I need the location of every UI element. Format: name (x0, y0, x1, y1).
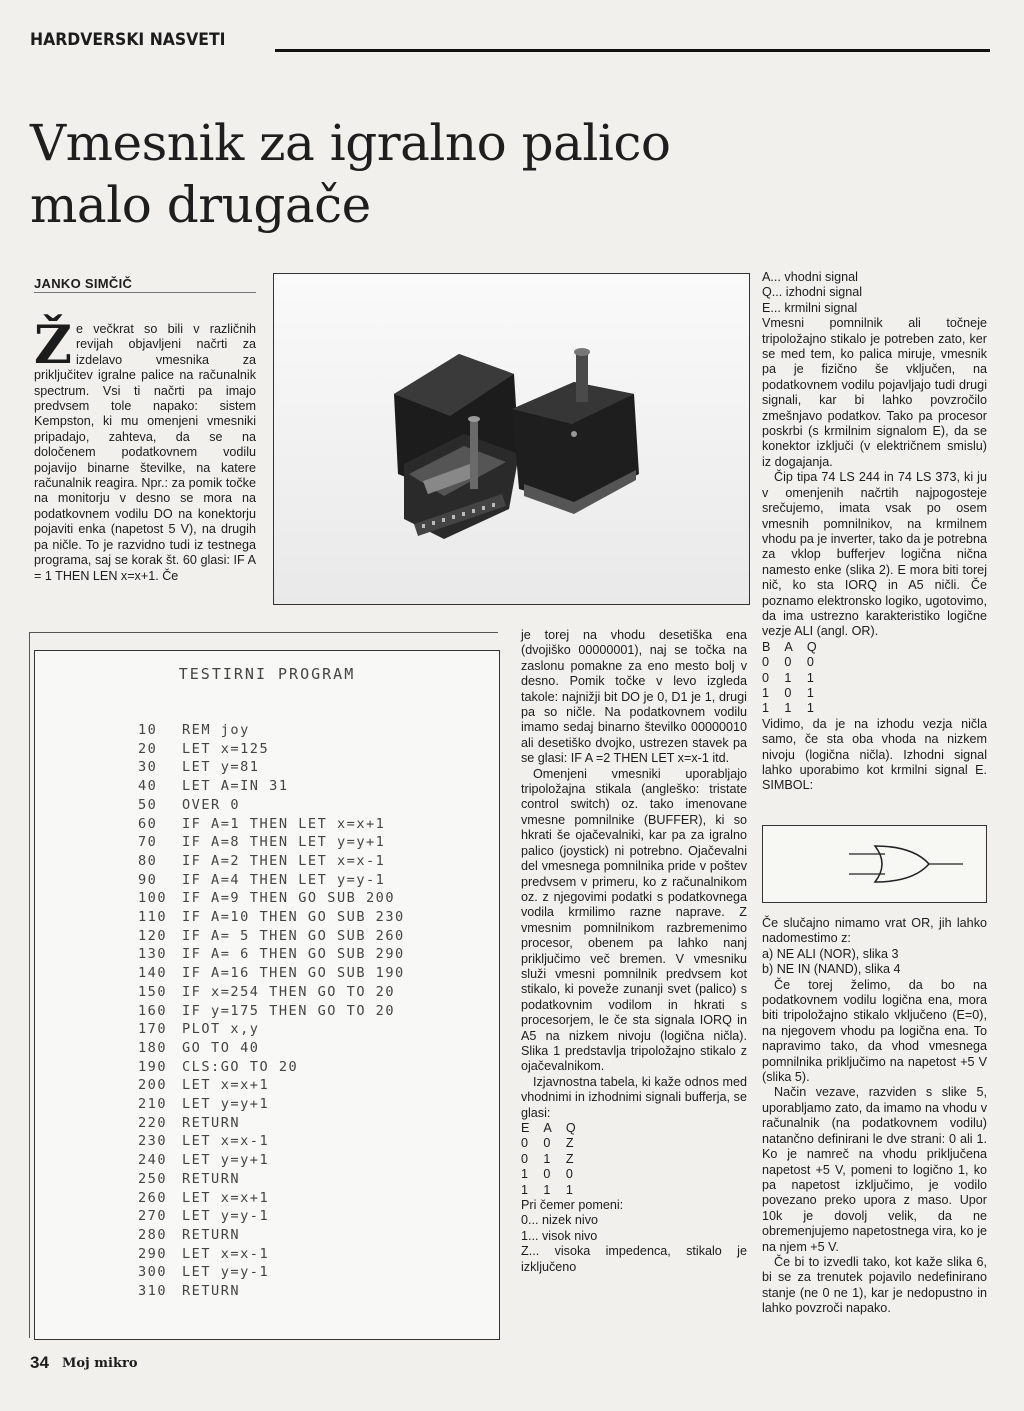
title-line-2: malo drugače (30, 176, 371, 234)
program-line (138, 889, 405, 908)
line-number: 180 (138, 1039, 168, 1056)
line-code: LET y=y-1 (182, 1264, 270, 1281)
line-code: LET y=81 (182, 759, 260, 776)
legend-intro: Pri čemer pomeni: (521, 1198, 624, 1213)
line-code: OVER 0 (182, 796, 241, 813)
paragraph: Vmesni pomnilnik ali točneje tripoložajno stikalo je potreben zato, ker se med tem, ko palica miruje, vmesnik pa je fizično še vključen, na podatkovnem vodilu pojavljajo tudi drugi signali, kar bi lahko povzročilo zmešnjavo podatkov. Tako pa procesor poskrbi (s krmilnim signalom E), da se konektor izključi (v električnem smislu) iz dogajanja. (762, 316, 987, 469)
table-cell: 0 (521, 1151, 529, 1166)
author-byline: JANKO SIMČIČ (34, 276, 133, 291)
table-cell: 1 (521, 1167, 529, 1182)
middle-column (521, 628, 747, 1275)
line-number: 100 (138, 890, 168, 907)
line-code: IF x=254 THEN GO TO 20 (182, 983, 396, 1000)
program-line (138, 1095, 405, 1114)
intro-column (34, 315, 256, 584)
program-line (138, 758, 405, 777)
line-number: 160 (138, 1002, 168, 1019)
table-row (762, 655, 831, 670)
line-code: RETURN (182, 1114, 241, 1131)
line-code: IF A=1 THEN LET x=x+1 (182, 815, 386, 832)
table-cell: Z (565, 1151, 574, 1166)
table-cell: 1 (543, 1151, 551, 1166)
line-number: 110 (138, 909, 168, 926)
program-line (138, 1282, 405, 1301)
line-number: 170 (138, 1021, 168, 1038)
program-line (138, 721, 405, 740)
author-rule (34, 292, 256, 293)
list-item: b) NE IN (NAND), slika 4 (762, 962, 901, 977)
or-gate-symbol (763, 826, 986, 902)
line-number: 250 (138, 1170, 168, 1187)
program-line (138, 1207, 405, 1226)
paragraph: Če slučajno nimamo vrat OR, jih lahko nadomestimo z: (762, 916, 987, 946)
program-line (138, 1132, 405, 1151)
table-row (762, 686, 831, 701)
table-cell: 1 (806, 685, 814, 700)
page-number: 34 (30, 1353, 49, 1372)
line-code: IF A=16 THEN GO SUB 190 (182, 965, 405, 982)
table-cell: 1 (784, 670, 792, 685)
table-header: Q (565, 1121, 576, 1135)
line-code: IF A= 6 THEN GO SUB 290 (182, 946, 405, 963)
table-header: E (521, 1121, 530, 1135)
program-title: TESTIRNI PROGRAM (178, 665, 356, 683)
table-cell: 0 (784, 685, 792, 700)
line-number: 120 (138, 927, 168, 944)
paragraph: Če bi to izvedli tako, kot kaže slika 6, bi se za trenutek pojavilo nedefinirano stanje (ne 0 ne 1), kar je nedopustno in lahko povzroči napako. (762, 1254, 987, 1316)
line-code: LET y=y+1 (182, 1096, 270, 1113)
right-column-bottom (762, 916, 987, 1317)
paragraph: Če torej želimo, da bo na podatkovnem vodilu logična ena, mora biti tripoložajno stikalo vključeno (E=0), na njegovem vhodu pa logična ena. To napravimo tako, da vhod vmesnega pomnilnika priključimo na napetost +5 V (slika 5). (762, 977, 987, 1085)
table-cell: 0 (806, 655, 814, 670)
header-rule (275, 49, 990, 52)
table-header: Q (806, 639, 817, 654)
program-line (138, 945, 405, 964)
list-item: a) NE ALI (NOR), slika 3 (762, 946, 899, 961)
paragraph: Čip tipa 74 LS 244 in 74 LS 373, ki ju v omenjenih načrtih najpogosteje srečujemo, imata vsak po osem vmesnih pomnilnikov, na krmilnem vhodu pa je inverter, tako da je potrebna za vklop bufferjev logična nična namesto enke (slika 2). E mora biti torej nič, ko sta IORQ in A5 ničli. Če poznamo elektronsko logiko, ugotovimo, da ima ustrezno karakteristiko logične vezje ALI (angl. OR). (762, 470, 987, 639)
line-number: 30 (138, 759, 158, 776)
line-number: 210 (138, 1096, 168, 1113)
table-cell: Z (565, 1136, 574, 1151)
program-line (138, 1076, 405, 1095)
table-cell: 1 (521, 1182, 529, 1197)
program-line (138, 1170, 405, 1189)
line-code: IF A=9 THEN GO SUB 200 (182, 890, 396, 907)
line-number: 280 (138, 1226, 168, 1243)
program-line (138, 871, 405, 890)
program-line (138, 1226, 405, 1245)
table-cell: 0 (521, 1136, 529, 1151)
line-number: 60 (138, 815, 158, 832)
table-row (521, 1183, 590, 1198)
legend-item: 1... visok nivo (521, 1228, 598, 1243)
line-code: GO TO 40 (182, 1039, 260, 1056)
line-code: IF y=175 THEN GO TO 20 (182, 1002, 396, 1019)
joystick-interface-photo (273, 273, 750, 605)
legend-a: A... vhodni signal (762, 270, 858, 284)
table-header: A (543, 1121, 552, 1135)
table-cell: 0 (762, 670, 770, 685)
line-number: 20 (138, 740, 158, 757)
line-code: LET x=125 (182, 740, 270, 757)
table-row (521, 1136, 590, 1151)
box-rule (29, 632, 30, 1338)
program-line (138, 833, 405, 852)
line-number: 90 (138, 871, 158, 888)
table-cell: 1 (806, 670, 814, 685)
program-line (138, 1020, 405, 1039)
table-cell: 0 (565, 1167, 573, 1182)
table-header: B (762, 639, 771, 654)
line-number: 300 (138, 1264, 168, 1281)
table-row (521, 1152, 590, 1167)
legend-item: Z... visoka impedenca, stikalo je izključeno (521, 1244, 747, 1274)
line-number: 190 (138, 1058, 168, 1075)
line-number: 270 (138, 1208, 168, 1225)
line-code: LET x=x+1 (182, 1077, 270, 1094)
program-line (138, 740, 405, 759)
line-number: 150 (138, 983, 168, 1000)
line-number: 10 (138, 722, 158, 738)
table-row (521, 1167, 590, 1182)
table-cell: 0 (543, 1167, 551, 1182)
program-line (138, 777, 405, 796)
table-header: A (784, 639, 793, 654)
line-code: LET y=y-1 (182, 1208, 270, 1225)
intro-text: e večkrat so bili v različnih revijah objavljeni načrti za izdelavo vmesnika za priključitev igralne palice na računalnik spectrum. Vsi ti načrti pa imajo predvsem tole napako: sistem Kempston, ki mu omenjeni vmesniki pripadajo, zahteva, da se na določenem podatkovnem vodilu pojavijo binarne številke, na katere računalnik reagira. Npr.: za pomik točke na monitorju v desno se mora na podatkovnem vodilu DO na konektorju pojaviti enka (napetost 5 V), na drugih pa ničle. To je razvidno tudi iz testnega programa, saj se korak št. 60 glasi: IF A = 1 THEN LEN x=x+1. Če (34, 322, 256, 583)
program-listing-box (34, 650, 500, 1340)
program-line (138, 1002, 405, 1021)
legend-q: Q... izhodni signal (762, 285, 863, 300)
table-cell: 1 (762, 685, 770, 700)
line-code: IF A=8 THEN LET y=y+1 (182, 834, 386, 851)
program-listing (138, 721, 405, 1301)
line-number: 230 (138, 1133, 168, 1150)
program-line (138, 1189, 405, 1208)
program-line (138, 983, 405, 1002)
paragraph: Vidimo, da je na izhodu vezja ničla samo, če sta oba vhoda na nizkem nivoju (logična ničla). Izhodni signal lahko uporabimo kot krmilni signal E. SIMBOL: (762, 716, 987, 793)
line-number: 260 (138, 1189, 168, 1206)
line-code: REM joy (182, 722, 250, 738)
program-line (138, 796, 405, 815)
line-number: 290 (138, 1245, 168, 1262)
line-number: 80 (138, 852, 158, 869)
section-header: HARDVERSKI NASVETI (30, 30, 226, 50)
line-code: PLOT x,y (182, 1021, 260, 1038)
table-row (762, 701, 831, 716)
line-code: RETURN (182, 1170, 241, 1187)
magazine-name: Moj mikro (62, 1356, 138, 1371)
line-code: LET x=x-1 (182, 1245, 270, 1262)
program-line (138, 1114, 405, 1133)
title-line-1: Vmesnik za igralno palico (30, 114, 671, 172)
legend-item: 0... nizek nivo (521, 1213, 599, 1228)
line-code: RETURN (182, 1283, 241, 1300)
legend-e: E... krmilni signal (762, 300, 858, 315)
box-rule (29, 632, 498, 633)
program-line (138, 852, 405, 871)
paragraph: Način vezave, razviden s slike 5, uporabljamo zato, da imamo na vhodu v računalnik (na podatkovnem vodilu) natančno definirani le dve strani: 0 ali 1. Ko je namreč na vhodu priključena napetost +5 V, pomeni to logično 1, ko pa napetost izključimo, je vodilo povezano preko upora z maso. Upor 10k je dovolj velik, da ne obremenjujemo napetostnega vira, ko je na njem +5 V. (762, 1085, 987, 1254)
table-row (762, 671, 831, 686)
paragraph: Izjavnostna tabela, ki kaže odnos med vhodnimi in izhodnimi signali bufferja, se glasi: (521, 1074, 747, 1120)
line-number: 50 (138, 796, 158, 813)
line-code: LET y=y+1 (182, 1152, 270, 1169)
line-code: IF A=4 THEN LET y=y-1 (182, 871, 386, 888)
line-number: 130 (138, 946, 168, 963)
article-title (30, 112, 790, 236)
line-number: 200 (138, 1077, 168, 1094)
line-number: 70 (138, 834, 158, 851)
table-cell: 0 (543, 1136, 551, 1151)
program-line (138, 927, 405, 946)
line-code: LET x=x+1 (182, 1189, 270, 1206)
or-truth-table (762, 640, 831, 717)
line-number: 220 (138, 1114, 168, 1131)
buffer-truth-table (521, 1121, 590, 1198)
line-code: IF A=10 THEN GO SUB 230 (182, 909, 405, 926)
photo-drawing (274, 274, 749, 604)
line-code: IF A=2 THEN LET x=x-1 (182, 852, 386, 869)
right-column-top (762, 270, 987, 794)
program-line (138, 1245, 405, 1264)
table-cell: 1 (806, 701, 814, 716)
table-cell: 1 (762, 701, 770, 716)
program-line (138, 1039, 405, 1058)
line-code: IF A= 5 THEN GO SUB 260 (182, 927, 405, 944)
or-gate-symbol-box (762, 825, 987, 903)
line-number: 240 (138, 1152, 168, 1169)
paragraph: je torej na vhodu desetiška ena (dvojiško 00000001), naj se točka na zaslonu pomakne za eno mesto bolj v desno. Pomik točke v levo izgleda takole: najnižji bit DO je 0, D1 je 1, drugi pa so ničle. Na podatkovnem vodilu imamo sedaj binarno številko 00000010 ali desetiško dvojko, ustrezen stavek pa se glasi: IF A =2 THEN LET x=x-1 itd. (521, 628, 747, 766)
program-line (138, 815, 405, 834)
program-line (138, 908, 405, 927)
line-code: LET A=IN 31 (182, 778, 289, 795)
program-line (138, 964, 405, 983)
program-line (138, 1151, 405, 1170)
line-number: 40 (138, 778, 158, 795)
program-line (138, 1263, 405, 1282)
line-code: RETURN (182, 1226, 241, 1243)
dropcap: Ž (34, 315, 72, 376)
table-cell: 1 (784, 701, 792, 716)
line-number: 310 (138, 1283, 168, 1300)
line-number: 140 (138, 965, 168, 982)
program-line (138, 1058, 405, 1077)
table-cell: 0 (762, 655, 770, 670)
paragraph: Omenjeni vmesniki uporabljajo tripoložajna stikala (angleško: tristate control switch) oz. tako imenovane vmesne pomnilnike (BUFFER), ki so hkrati še ojačevalniki, kar pa za igralno palico (joystick) ni potrebno. Ojačevalni del vmesnega pomnilnika pride v poštev predvsem v primeru, ko z računalnikom oz. z njegovimi podatki s podatkovnega vodila krmilimo razne naprave. Z vmesnim pomnilnikom razbremenimo procesor, obenem pa lahko nanj priključimo več bremen. V vmesniku služi vmesni pomnilnik predvsem kot stikalo, ki poveže zunanji svet (palico) s podatkovnim vodilom in hkrati s procesorjem, le če sta signala IORQ in A5 na nizkem nivoju (logična ničla). Slika 1 predstavlja tripoložajno stikalo z ojačevalnikom. (521, 766, 747, 1074)
table-cell: 0 (784, 655, 792, 670)
line-code: LET x=x-1 (182, 1133, 270, 1150)
table-cell: 1 (565, 1182, 573, 1197)
line-code: CLS:GO TO 20 (182, 1058, 299, 1075)
table-cell: 1 (543, 1182, 551, 1197)
